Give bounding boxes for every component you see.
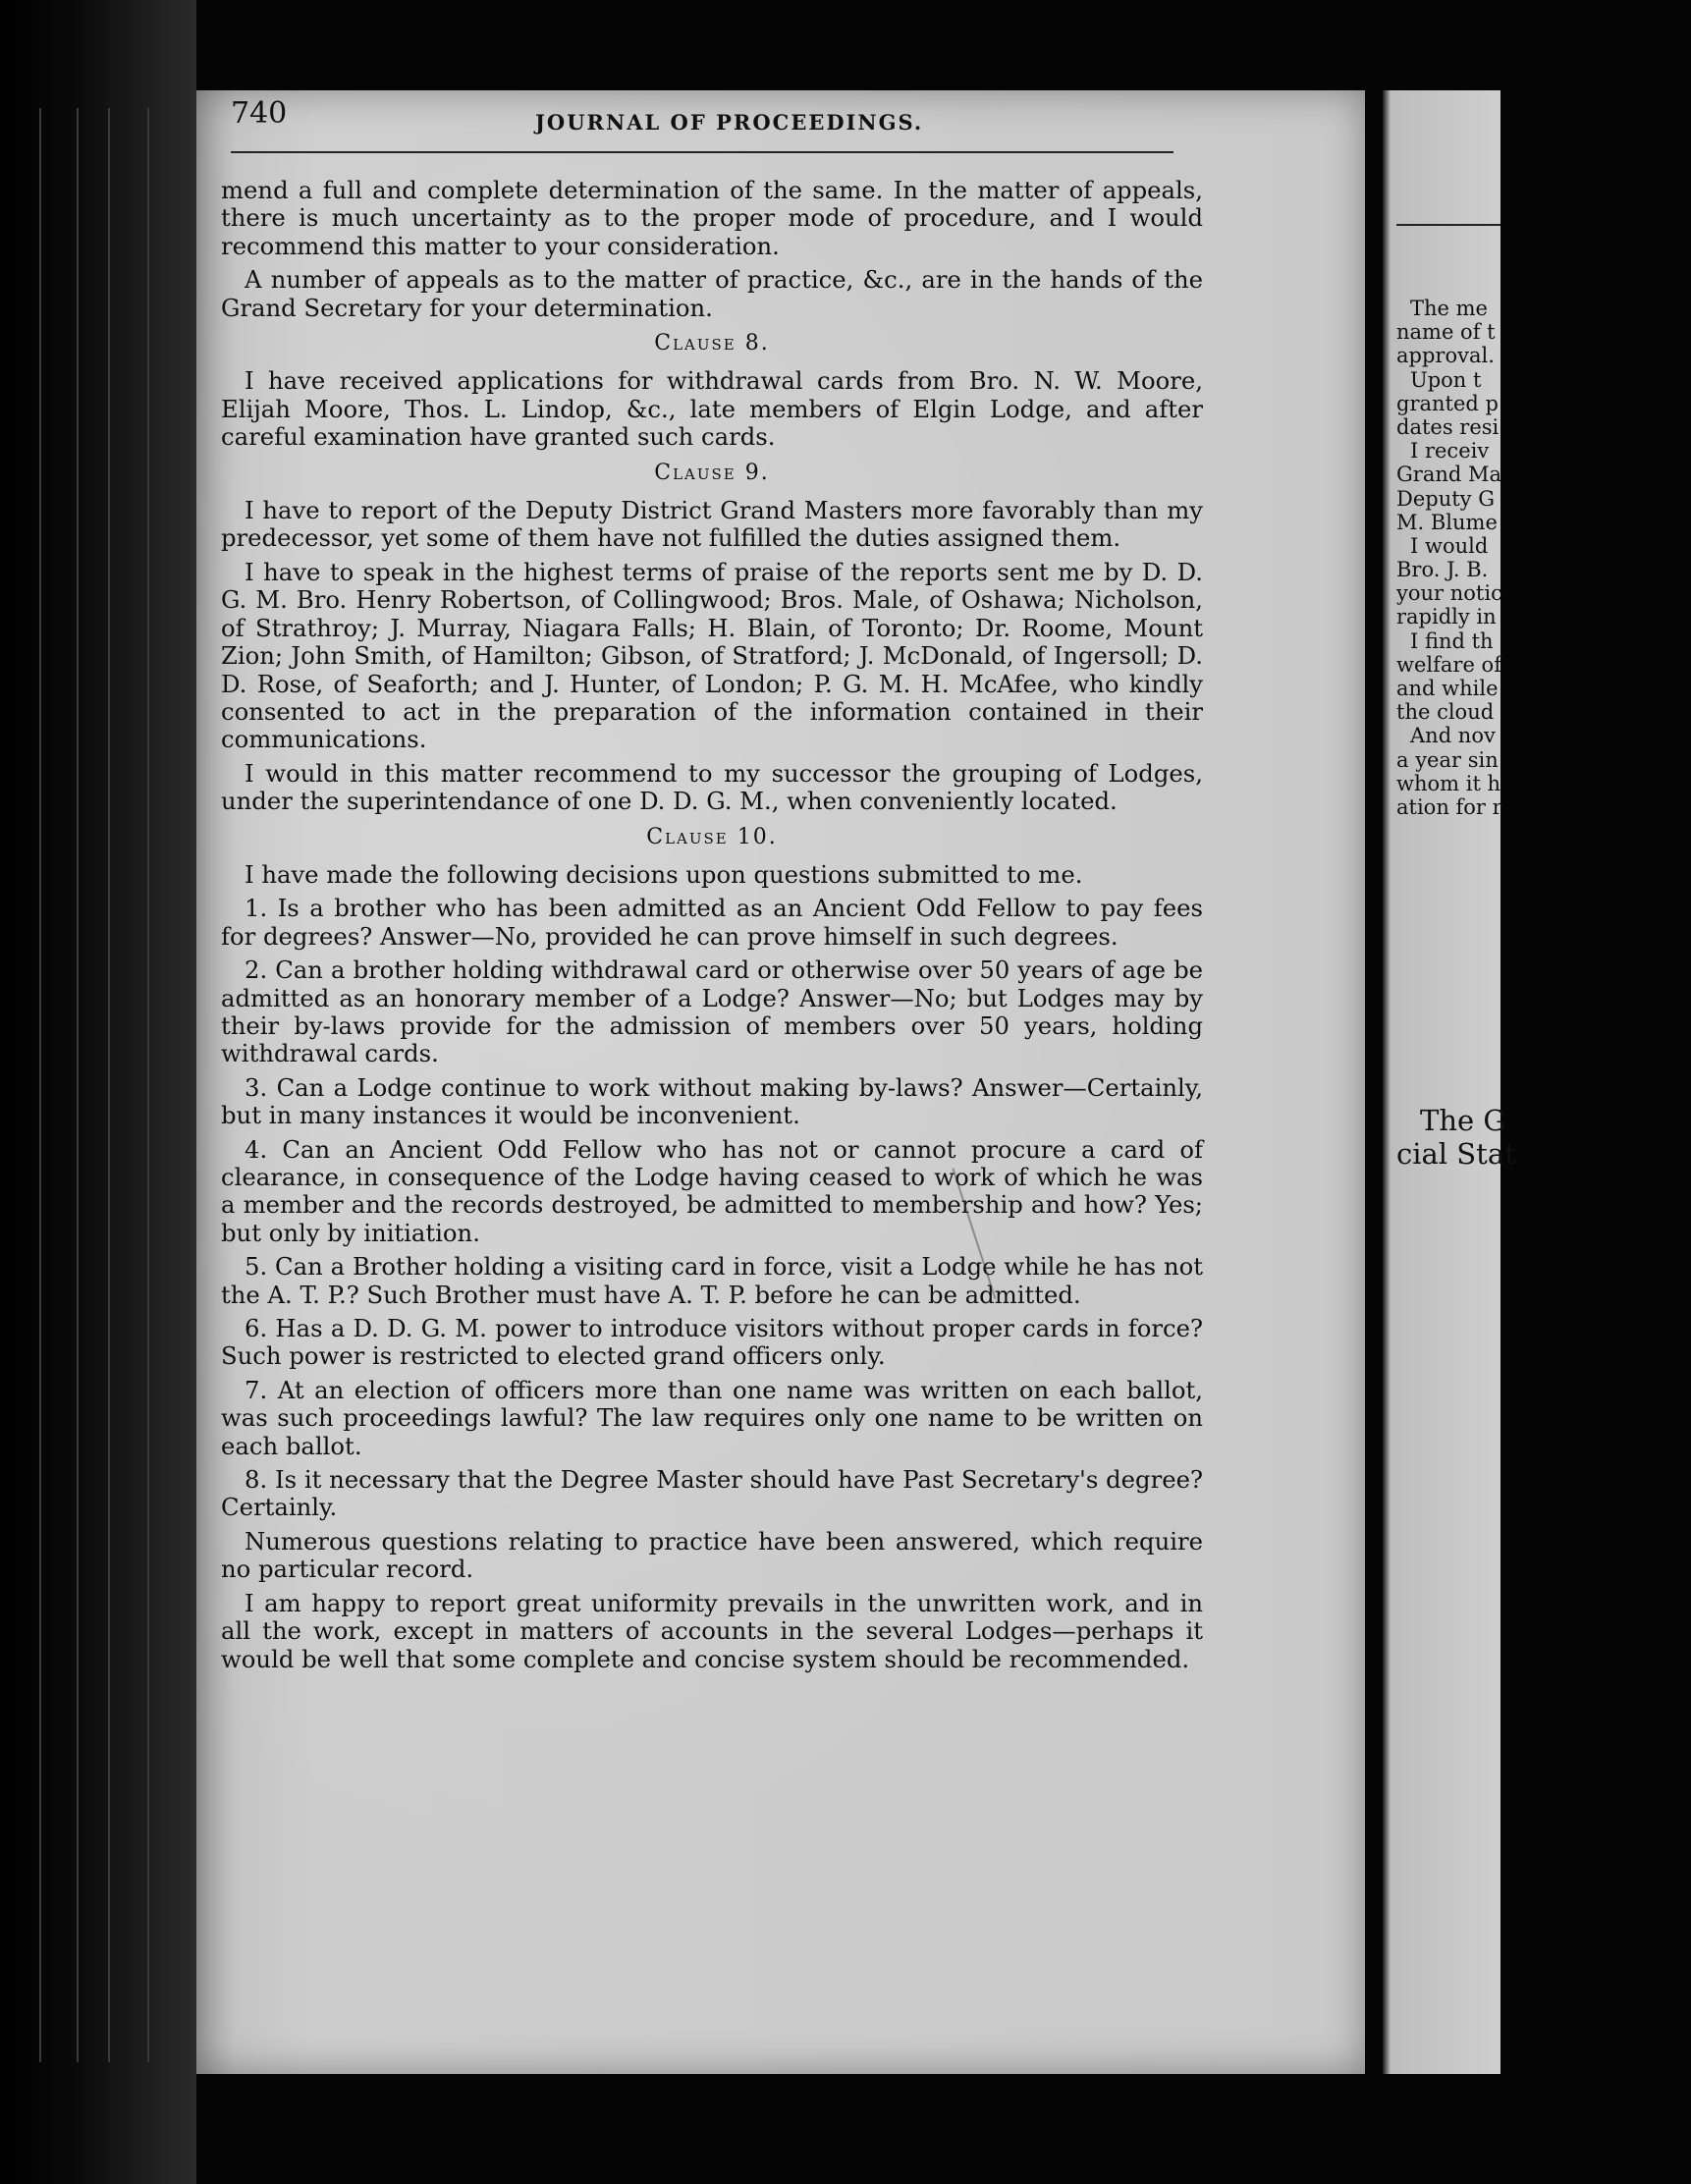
paragraph: I would in this matter recommend to my successor the grouping of Lodges, under the superintendance of one D. D. G. M., when conveniently located. bbox=[221, 758, 1203, 816]
page-header bbox=[231, 96, 1173, 155]
text-fragment: rapidly in bbox=[1396, 605, 1497, 629]
facing-page-text bbox=[1396, 297, 1691, 819]
paragraph: I have to speak in the highest terms of praise of the reports sent me by D. D. G. M. Bro. Henry Robertson, of Collingwood; Bros. Male, of Oshawa; Nicholson, of Strathroy; J. Murray, Niagara Falls; H. Blain, of Toronto; Dr. Roome, Mount Zion; John Smith, of Hamilton; Gibson, of Stratford; J. McDonald, of Ingersoll; D. D. Rose, of Seaforth; and J. Hunter, of London; P. G. M. H. McAfee, who kindly consented to act in the preparation of the information contained in their communications. bbox=[221, 557, 1203, 754]
clause-heading: Clause 8. bbox=[654, 331, 770, 356]
question-item: 6. Has a D. D. G. M. power to introduce visitors without proper cards in force? Such power is restricted to elected grand officers only. bbox=[221, 1314, 1203, 1371]
binding-edge bbox=[39, 108, 41, 2062]
text-fragment: I receiv bbox=[1410, 439, 1490, 464]
text-fragment: Upon t bbox=[1410, 367, 1482, 392]
text-fragment: approval. bbox=[1396, 344, 1495, 368]
text-fragment: name of t bbox=[1396, 320, 1496, 345]
header-rule bbox=[231, 151, 1173, 153]
text-fragment: your notic bbox=[1396, 581, 1502, 606]
page-body bbox=[221, 177, 1203, 1679]
book-binding bbox=[0, 0, 196, 2184]
text-fragment: granted p bbox=[1396, 391, 1499, 415]
question-item: 2. Can a brother holding withdrawal card or otherwise over 50 years of age be admitted as an honorary member of a Lodge? Answer—No; but Lodges may by their by-laws provide for the admission of members over 50 years, holding withdrawal cards. bbox=[221, 956, 1203, 1068]
question-item: 3. Can a Lodge continue to work without making by-laws? Answer—Certainly, but in many instances it would be inconvenient. bbox=[221, 1072, 1203, 1130]
binding-edge bbox=[77, 108, 79, 2062]
facing-page-heading bbox=[1396, 1104, 1691, 1171]
text-fragment: I would bbox=[1410, 533, 1489, 558]
text-fragment: I find th bbox=[1410, 628, 1494, 653]
paragraph: I have received applications for withdrawal cards from Bro. N. W. Moore, Elijah Moore, Thos. L. Lindop, &c., late members of Elgin Lodge, and after careful examination have granted such cards. bbox=[221, 366, 1203, 452]
text-fragment: welfare of bbox=[1396, 652, 1501, 677]
text-fragment: ation for r bbox=[1396, 794, 1502, 819]
text-fragment: and while bbox=[1396, 677, 1499, 700]
heading-fragment: The G bbox=[1420, 1104, 1506, 1137]
text-fragment: Bro. J. B. bbox=[1396, 558, 1489, 582]
running-title: JOURNAL OF PROCEEDINGS. bbox=[535, 110, 924, 135]
text-fragment: Deputy G bbox=[1396, 486, 1495, 511]
text-fragment: dates resi bbox=[1396, 414, 1500, 439]
facing-page-edge bbox=[1383, 90, 1516, 2074]
paragraph: I have made the following decisions upon questions submitted to me. bbox=[245, 859, 1083, 889]
clause-heading: Clause 9. bbox=[654, 460, 770, 485]
question-item: 8. Is it necessary that the Degree Master should have Past Secretary's degree? Certainly. bbox=[221, 1465, 1203, 1522]
clause-heading: Clause 10. bbox=[646, 824, 778, 849]
text-fragment: whom it h bbox=[1396, 771, 1501, 795]
paragraph: mend a full and complete determination of the same. In the matter of appeals, there is much uncertainty as to the proper mode of procedure, and I would recommend this matter to your consideration. bbox=[221, 176, 1203, 260]
text-fragment: a year sin bbox=[1396, 747, 1499, 772]
header-rule bbox=[1396, 224, 1500, 226]
text-fragment: the cloud bbox=[1396, 700, 1495, 725]
text-fragment: Grand Ma bbox=[1396, 463, 1501, 487]
heading-fragment: cial Stat bbox=[1396, 1137, 1516, 1171]
text-fragment: And nov bbox=[1410, 724, 1496, 748]
scan-border bbox=[196, 2074, 1500, 2184]
text-fragment: The me bbox=[1410, 297, 1488, 320]
question-item: 4. Can an Ancient Odd Fellow who has not or cannot procure a card of clearance, in consequence of the Lodge having ceased to work of which he was a member and the records destroyed, be admitted to membership and how? Yes; but only by initiation. bbox=[221, 1134, 1203, 1247]
binding-edge bbox=[147, 108, 149, 2062]
paragraph: I have to report of the Deputy District Grand Masters more favorably than my predecessor, yet some of them have not fulfilled the duties assigned them. bbox=[221, 496, 1203, 553]
question-item: 5. Can a Brother holding a visiting card in force, visit a Lodge while he has not the A. T. P.? Such Brother must have A. T. P. before he can be admitted. bbox=[221, 1252, 1203, 1309]
text-fragment: M. Blume bbox=[1396, 510, 1498, 534]
page-number: 740 bbox=[231, 96, 288, 131]
paragraph: A number of appeals as to the matter of practice, &c., are in the hands of the Grand Secretary for your determination. bbox=[221, 265, 1203, 322]
paragraph: I am happy to report great uniformity prevails in the unwritten work, and in all the work, except in matters of accounts in the several Lodges—perhaps it would be well that some complete and concise system should be recommended. bbox=[221, 1588, 1203, 1673]
binding-edge bbox=[108, 108, 110, 2062]
question-item: 1. Is a brother who has been admitted as an Ancient Odd Fellow to pay fees for degrees? Answer—No, provided he can prove himself in such degrees. bbox=[221, 894, 1203, 951]
question-item: 7. At an election of officers more than one name was written on each ballot, was such proceedings lawful? The law requires only one name to be written on each ballot. bbox=[221, 1375, 1203, 1460]
paragraph: Numerous questions relating to practice have been answered, which require no particular record. bbox=[221, 1526, 1203, 1584]
